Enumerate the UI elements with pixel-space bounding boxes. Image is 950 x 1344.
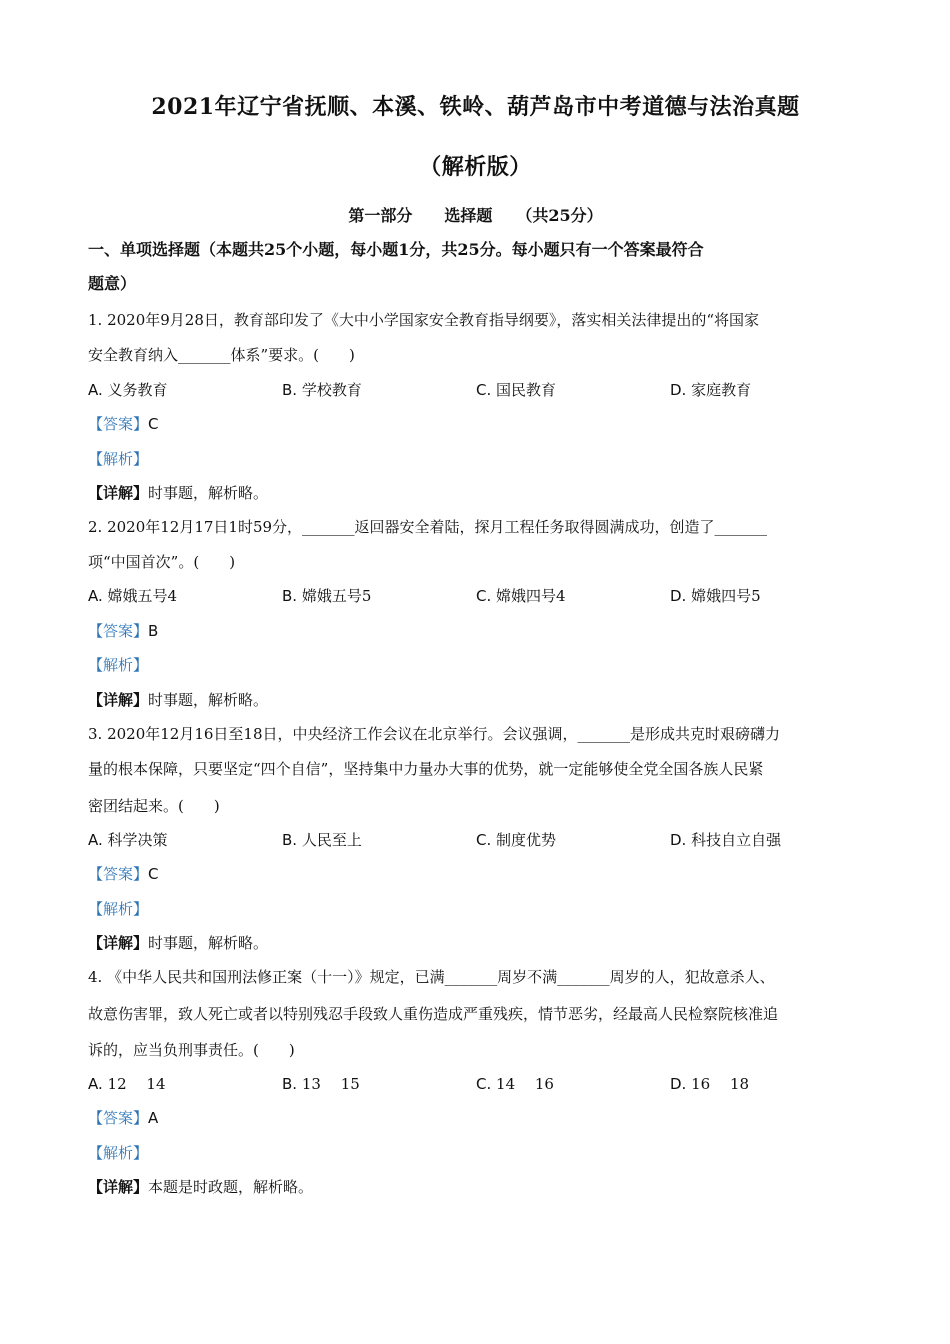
option-b [282,586,371,606]
option-letter: A. [88,831,103,849]
part-heading: 第一部分 选择题 （共25分） [348,206,603,225]
option-letter: C. [476,831,492,849]
option-d [670,830,781,850]
analysis-tag: 【解析】 [88,1144,149,1162]
option-text: 13 15 [301,1075,360,1093]
option-c [476,380,556,400]
option-text: 制度优势 [496,831,557,849]
option-text: 家庭教育 [691,381,752,399]
detail-line [88,690,863,710]
option-letter: B. [282,587,298,605]
detail-tag: 【详解】 [88,691,149,709]
analysis-tag: 【解析】 [88,656,149,674]
option-letter: D. [670,381,687,399]
option-text: 科学决策 [107,831,168,849]
question-stem-line: 1. 2020年9月28日，教育部印发了《大中小学国家安全教育指导纲要》，落实相关法律提出的“将国家 [88,311,760,329]
option-text: 学校教育 [301,381,362,399]
option-d [670,380,751,400]
option-letter: C. [476,587,492,605]
option-text: 12 14 [107,1075,166,1093]
option-text: 14 16 [496,1075,554,1093]
analysis-line [88,449,863,469]
option-letter: B. [282,381,298,399]
option-letter: A. [88,1075,103,1093]
question-stem-line: 量的根本保障，只要坚定“四个自信”，坚持集中力量办大事的优势，就一定能够使全党全国各族人民紧 [88,760,764,778]
section-heading-continued: 题意） [88,274,137,293]
detail-text: 时事题，解析略。 [148,484,269,502]
options-row [88,1074,863,1094]
option-b [282,380,362,400]
analysis-line [88,1143,863,1163]
question-stem-line: 密团结起来。( ) [88,797,220,815]
option-text: 16 18 [691,1075,750,1093]
question-stem-line: 诉的，应当负刑事责任。( ) [88,1041,295,1059]
option-letter: C. [476,1075,492,1093]
option-text: 科技自立自强 [691,831,782,849]
detail-text: 时事题，解析略。 [148,934,269,952]
detail-text: 本题是时政题，解析略。 [148,1178,314,1196]
option-letter: D. [670,587,687,605]
option-text: 嫦娥四号5 [691,587,761,605]
question-stem-line: 安全教育纳入_______体系”要求。( ) [88,346,355,364]
options-row [88,830,863,850]
question-stem-line: 2. 2020年12月17日1时59分，_______返回器安全着陆，探月工程任务取得圆满成功，创造了_______ [88,518,768,536]
answer-value: C [148,865,159,883]
detail-line [88,1177,863,1197]
option-text: 嫦娥四号4 [496,587,566,605]
option-a [88,830,168,850]
answer-tag: 【答案】 [88,622,149,640]
option-b [282,830,362,850]
question-stem-line: 3. 2020年12月16日至18日，中央经济工作会议在北京举行。会议强调，_______是形成共克时艰磅礴力 [88,725,781,743]
option-a [88,586,177,606]
option-c [476,1074,554,1094]
answer-tag: 【答案】 [88,1109,149,1127]
option-letter: B. [282,831,298,849]
option-letter: D. [670,831,687,849]
option-letter: A. [88,381,103,399]
answer-value: A [148,1109,159,1127]
option-text: 嫦娥五号4 [107,587,178,605]
answer-value: B [148,622,159,640]
question-stem-line: 项“中国首次”。( ) [88,553,236,571]
options-row [88,586,863,606]
detail-line [88,933,863,953]
option-letter: C. [476,381,492,399]
document-subtitle: （解析版） [419,154,532,180]
analysis-line [88,655,863,675]
answer-line [88,864,863,884]
question-stem-line: 故意伤害罪，致人死亡或者以特别残忍手段致人重伤造成严重残疾，情节恶劣，经最高人民检察院核准追 [88,1005,779,1023]
options-row [88,380,863,400]
detail-line [88,483,863,503]
option-d [670,586,761,606]
answer-value: C [148,415,159,433]
option-d [670,1074,749,1094]
option-b [282,1074,360,1094]
answer-line [88,1108,863,1128]
option-letter: B. [282,1075,298,1093]
option-c [476,830,556,850]
detail-tag: 【详解】 [88,934,149,952]
option-a [88,1074,166,1094]
section-heading: 一、单项选择题（本题共25个小题，每小题1分，共25分。每小题只有一个答案最符合 [88,240,704,259]
answer-tag: 【答案】 [88,865,149,883]
option-a [88,380,168,400]
document-title: 2021年辽宁省抚顺、本溪、铁岭、葫芦岛市中考道德与法治真题 [151,94,800,120]
analysis-tag: 【解析】 [88,900,149,918]
detail-text: 时事题，解析略。 [148,691,269,709]
option-text: 嫦娥五号5 [301,587,372,605]
option-text: 国民教育 [496,381,557,399]
question-stem-line: 4. 《中华人民共和国刑法修正案（十一）》规定，已满_______周岁不满_______周岁的人，犯故意杀人、 [88,968,775,986]
option-text: 义务教育 [107,381,168,399]
option-text: 人民至上 [301,831,362,849]
option-letter: A. [88,587,103,605]
answer-line [88,621,863,641]
option-letter: D. [670,1075,687,1093]
option-c [476,586,566,606]
detail-tag: 【详解】 [88,1178,149,1196]
detail-tag: 【详解】 [88,484,149,502]
analysis-tag: 【解析】 [88,450,149,468]
answer-tag: 【答案】 [88,415,149,433]
answer-line [88,414,863,434]
analysis-line [88,899,863,919]
